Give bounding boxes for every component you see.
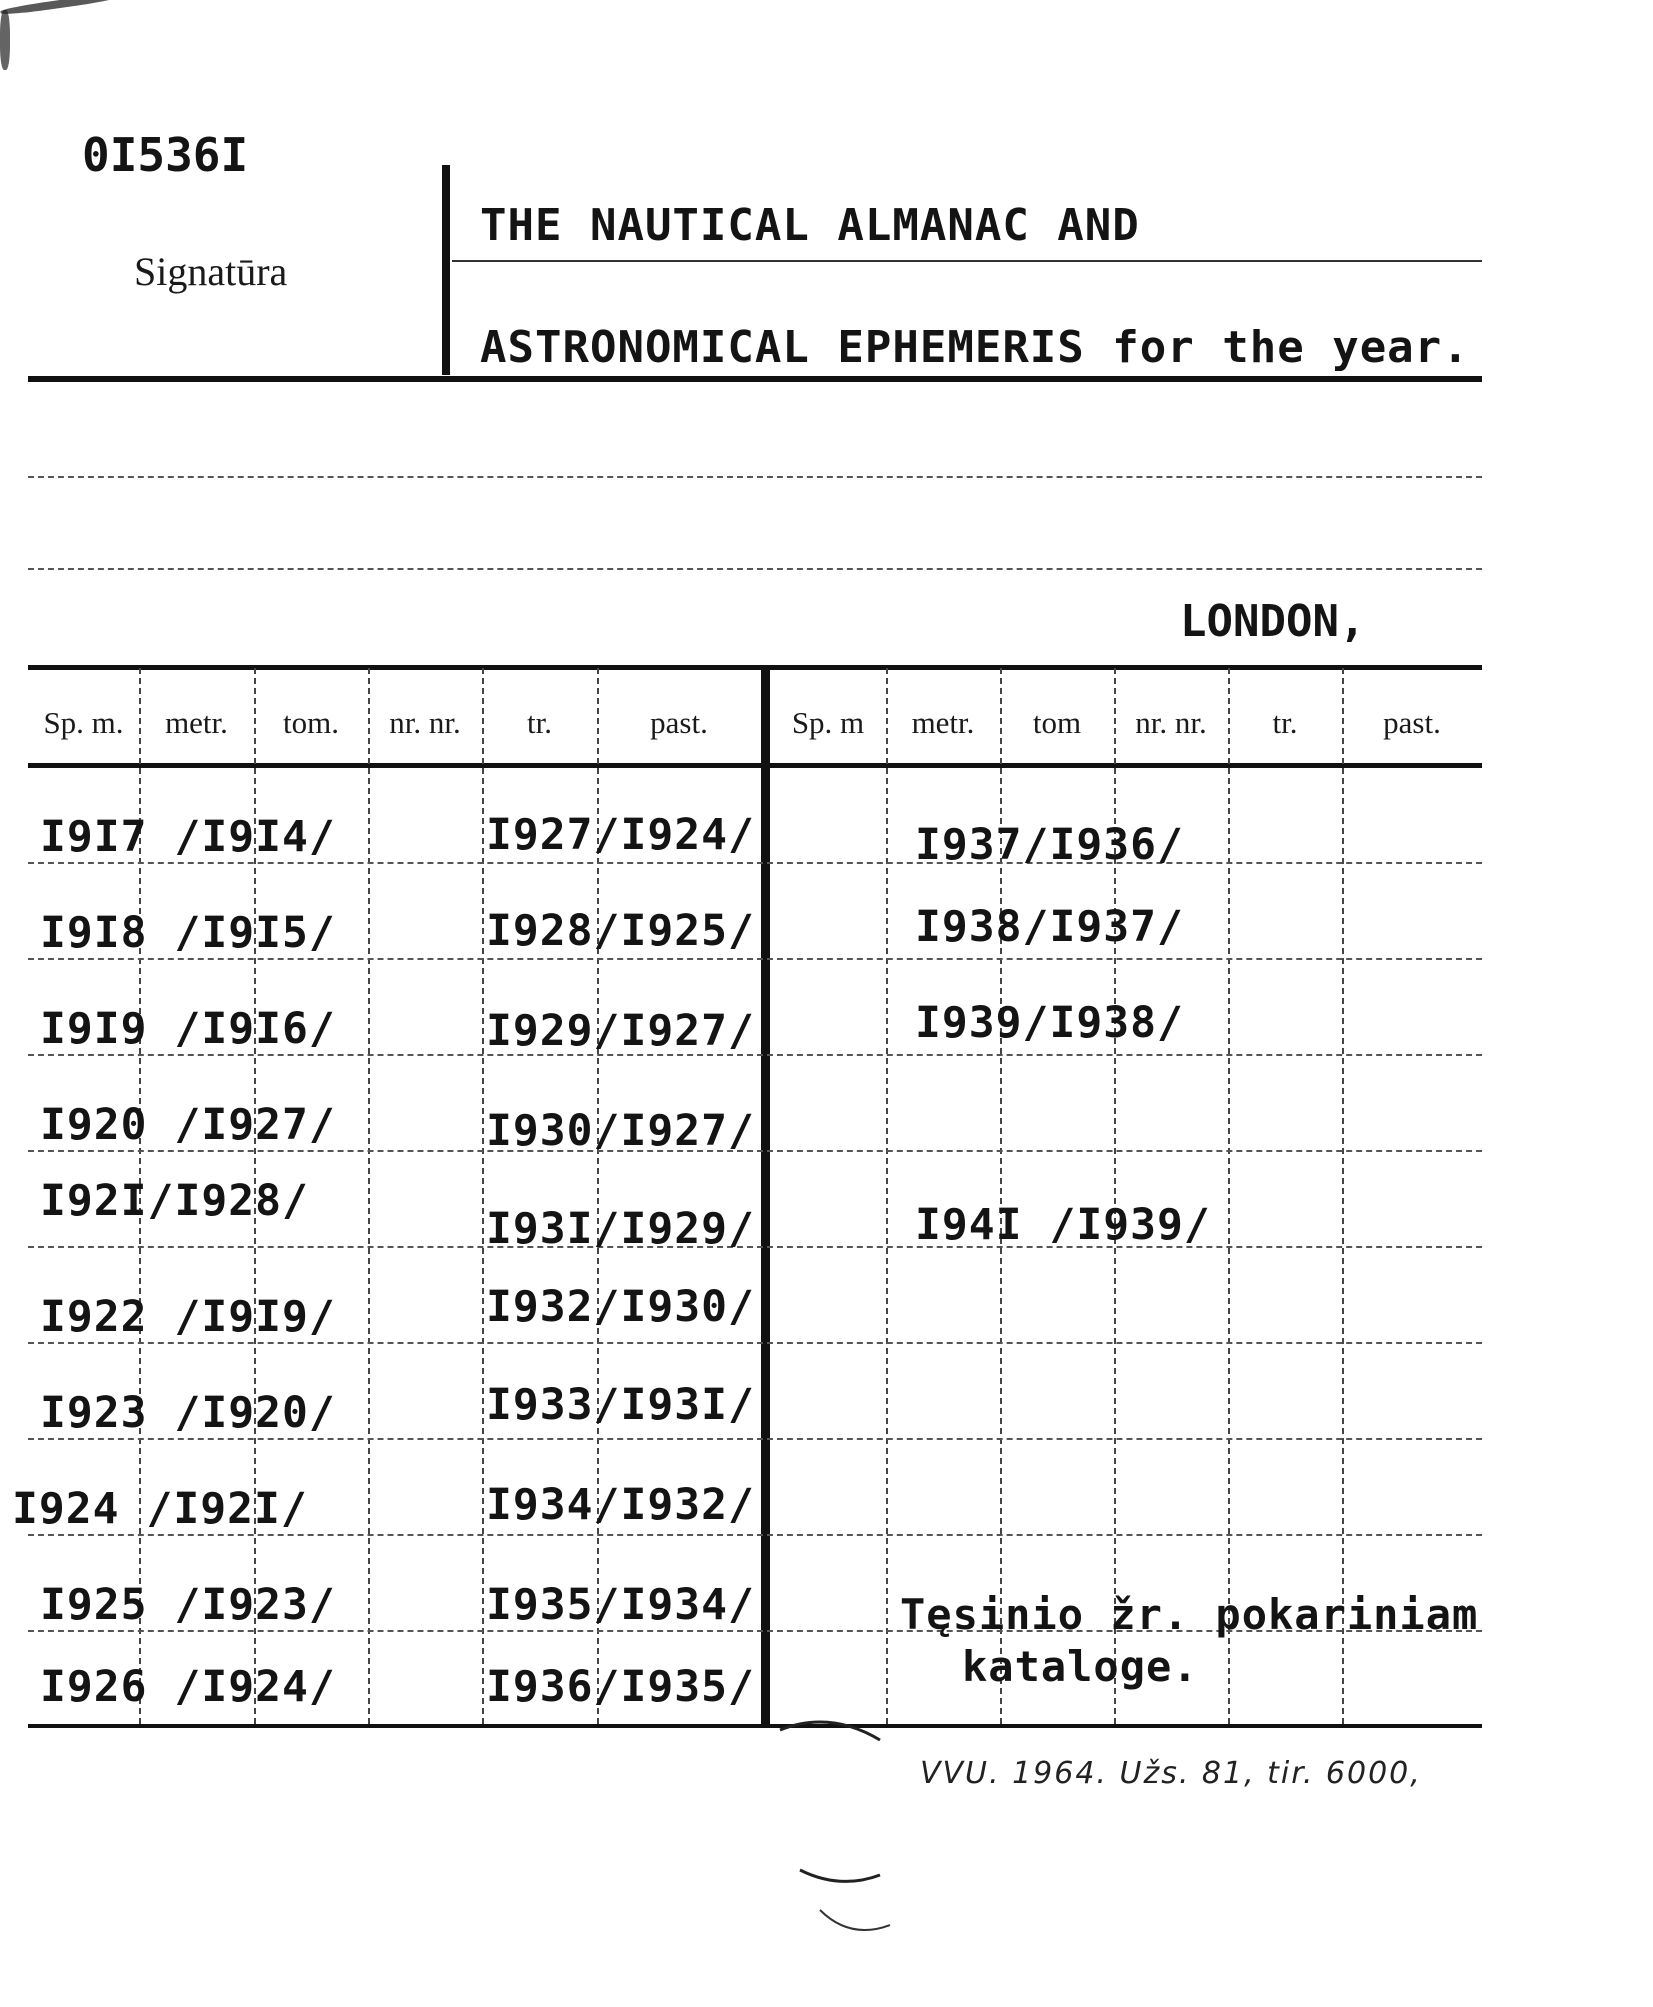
row-line	[28, 958, 1482, 960]
left-entry: I925 /I923/	[40, 1580, 336, 1630]
header-sp-m-right: Sp. m	[791, 704, 865, 740]
middle-entry: I929/I927/	[486, 1006, 755, 1056]
header-nr-nr-right: nr. nr.	[1135, 704, 1207, 740]
left-entry: I924 /I92I/	[12, 1484, 308, 1534]
left-entry: I923 /I920/	[40, 1388, 336, 1438]
blank-line	[28, 568, 1482, 570]
middle-entry: I928/I925/	[486, 906, 755, 956]
header-nr-nr: nr. nr.	[389, 704, 461, 740]
header-tom: tom.	[283, 704, 339, 740]
header-tr-right: tr.	[1272, 704, 1298, 740]
left-entry: I9I9 /I9I6/	[40, 1004, 336, 1054]
handwritten-note: VVU. 1964. Užs. 81, tir. 6000,	[920, 1756, 1422, 1791]
title-line-1: THE NAUTICAL ALMANAC AND	[480, 200, 1140, 251]
middle-entry: I933/I93I/	[486, 1380, 755, 1430]
row-line	[28, 1150, 1482, 1152]
middle-entry: I930/I927/	[486, 1106, 755, 1156]
table-center-divider	[761, 665, 770, 1725]
header-past-right: past.	[1383, 704, 1441, 740]
title-underline	[452, 260, 1482, 262]
right-entry: I94I /I939/	[915, 1200, 1211, 1250]
right-entry: I937/I936/	[915, 820, 1184, 870]
middle-entry: I935/I934/	[486, 1580, 755, 1630]
middle-entry: I932/I930/	[486, 1282, 755, 1332]
signature-label: Signatūra	[134, 249, 288, 294]
card-edge-mark	[0, 10, 10, 70]
right-entry: I939/I938/	[915, 998, 1184, 1048]
left-entry: I9I7 /I9I4/	[40, 812, 336, 862]
row-line	[28, 1054, 1482, 1056]
row-line	[28, 1342, 1482, 1344]
left-entry: I922 /I9I9/	[40, 1292, 336, 1342]
middle-entry: I927/I924/	[486, 810, 755, 860]
continuation-line-1: Tęsinio žr. pokariniam	[900, 1590, 1479, 1639]
publication-place: LONDON,	[1180, 596, 1366, 647]
column-separator	[1228, 668, 1230, 1724]
title-divider	[442, 165, 450, 375]
row-line	[28, 1246, 1482, 1248]
middle-entry: I934/I932/	[486, 1480, 755, 1530]
table-top-rule	[28, 665, 1482, 670]
header-rule	[28, 376, 1482, 382]
row-line	[28, 862, 1482, 864]
column-separator	[368, 668, 370, 1724]
right-entry: I938/I937/	[915, 902, 1184, 952]
left-entry: I9I8 /I9I5/	[40, 908, 336, 958]
header-tr: tr.	[527, 704, 552, 740]
header-past: past.	[650, 704, 708, 740]
header-metr: metr.	[165, 704, 228, 740]
pen-scribble	[740, 1710, 940, 1950]
continuation-line-2: kataloge.	[962, 1642, 1199, 1691]
left-entry: I92I/I928/	[40, 1176, 309, 1226]
header-metr-right: metr.	[911, 704, 975, 740]
row-line	[28, 1438, 1482, 1440]
catalog-number: 0I536I	[82, 128, 249, 182]
card-edge-mark	[0, 0, 120, 16]
row-line	[28, 1534, 1482, 1536]
header-sp-m: Sp. m.	[43, 704, 124, 740]
blank-line	[28, 476, 1482, 478]
left-entry: I920 /I927/	[40, 1100, 336, 1150]
middle-entry: I936/I935/	[486, 1662, 755, 1712]
column-separator	[1342, 668, 1344, 1724]
middle-entry: I93I/I929/	[486, 1204, 755, 1254]
header-tom-right: tom	[1032, 704, 1082, 740]
column-separator	[482, 668, 484, 1724]
title-line-2: ASTRONOMICAL EPHEMERIS for the year.	[480, 322, 1470, 373]
column-separator	[886, 668, 888, 1724]
left-entry: I926 /I924/	[40, 1662, 336, 1712]
